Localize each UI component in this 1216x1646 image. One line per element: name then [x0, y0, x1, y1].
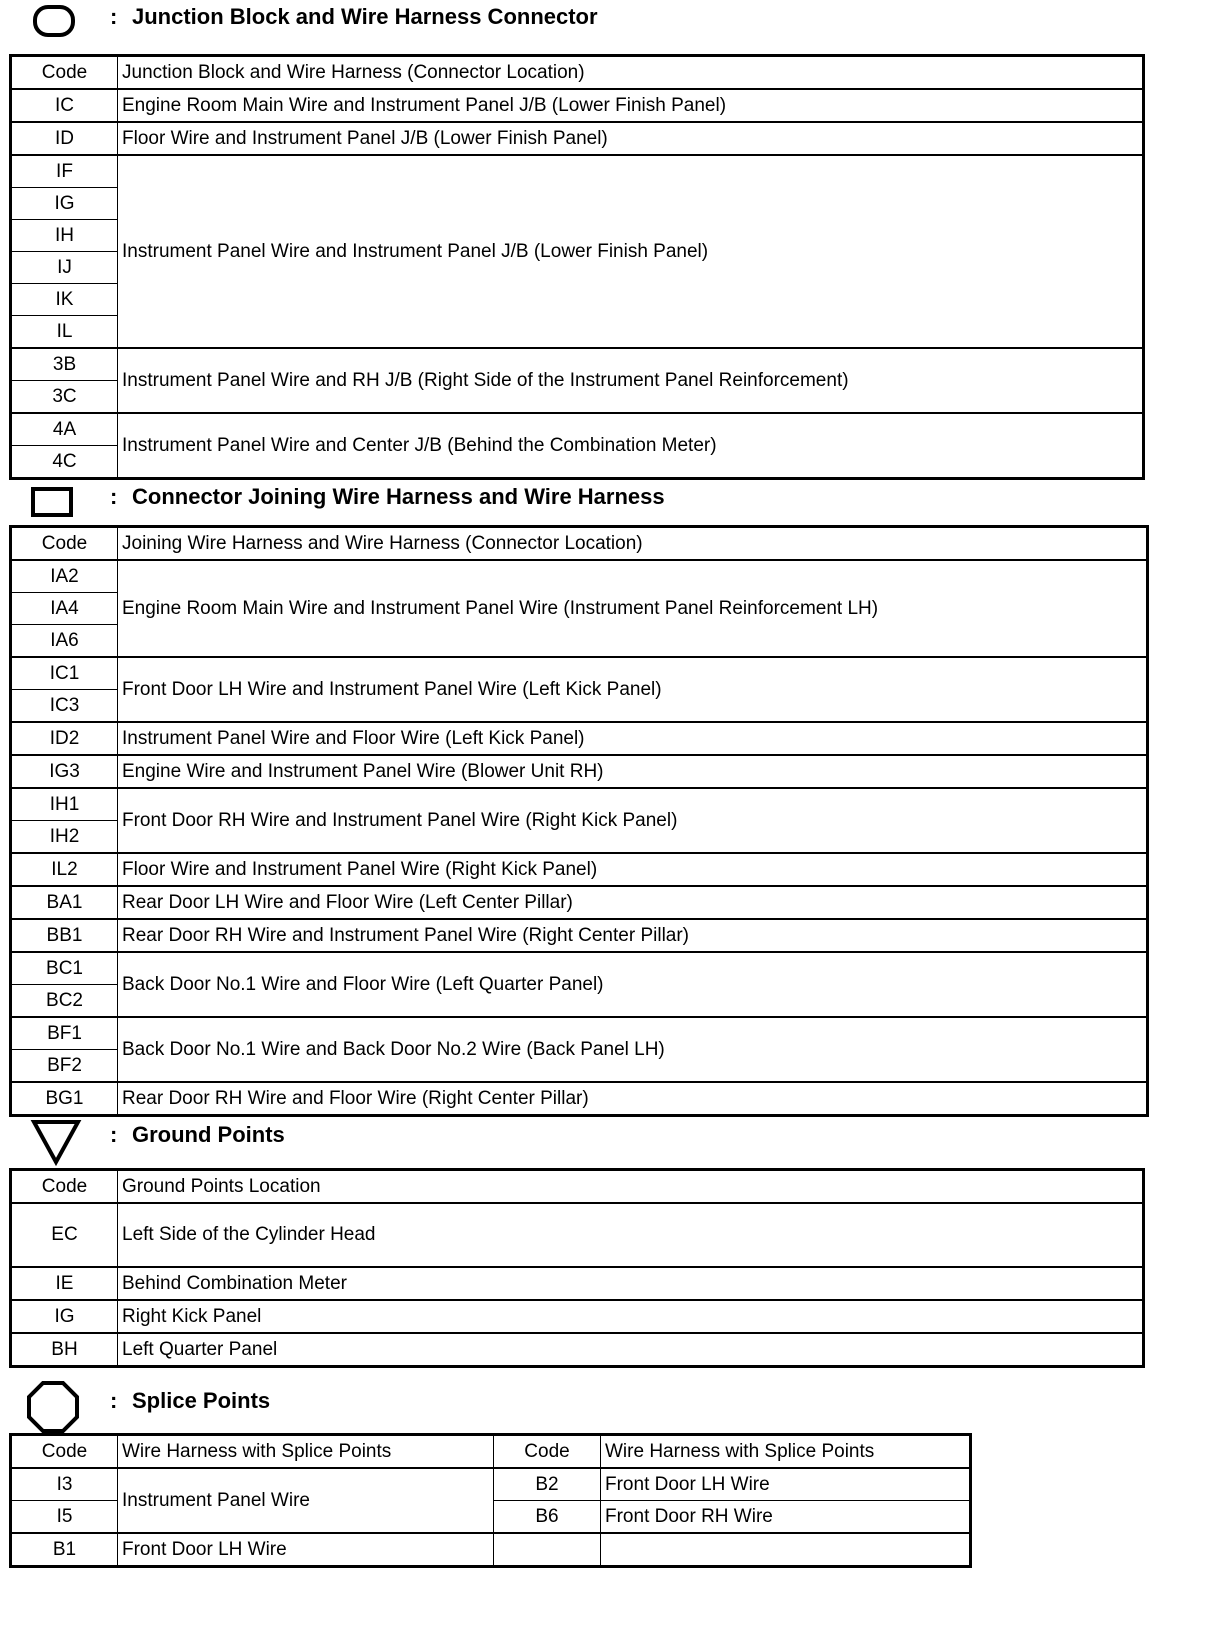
desc-cell: Rear Door LH Wire and Floor Wire (Left Center Pillar)	[118, 886, 1148, 919]
code-cell: IC	[11, 89, 118, 122]
code-cell: IC1	[11, 657, 118, 690]
header-desc: Junction Block and Wire Harness (Connector Location)	[118, 56, 1144, 90]
code-cell: BF1	[11, 1017, 118, 1050]
table-row	[11, 1300, 1144, 1333]
code-cell: ID2	[11, 722, 118, 755]
desc-cell	[601, 1533, 971, 1567]
code-cell: IA2	[11, 560, 118, 593]
desc-cell: Back Door No.1 Wire and Floor Wire (Left Quarter Panel)	[118, 952, 1148, 1017]
desc-cell: Right Kick Panel	[118, 1300, 1144, 1333]
desc-cell: Instrument Panel Wire and Floor Wire (Left Kick Panel)	[118, 722, 1148, 755]
desc-cell: Front Door LH Wire	[118, 1533, 494, 1567]
desc-cell: Rear Door RH Wire and Instrument Panel Wire (Right Center Pillar)	[118, 919, 1148, 952]
desc-cell: Back Door No.1 Wire and Back Door No.2 Wire (Back Panel LH)	[118, 1017, 1148, 1082]
code-cell: ID	[11, 122, 118, 155]
triangle-icon	[30, 1118, 82, 1166]
code-cell: 3B	[11, 348, 118, 381]
header-desc: Wire Harness with Splice Points	[118, 1435, 494, 1469]
desc-cell: Engine Room Main Wire and Instrument Panel J/B (Lower Finish Panel)	[118, 89, 1144, 122]
table-row	[11, 755, 1148, 788]
code-cell: B2	[494, 1468, 601, 1501]
splice-section-header	[0, 1384, 1216, 1424]
header-desc: Ground Points Location	[118, 1170, 1144, 1204]
code-cell: B6	[494, 1501, 601, 1534]
code-cell: BA1	[11, 886, 118, 919]
code-cell: BC2	[11, 985, 118, 1018]
code-cell: I3	[11, 1468, 118, 1501]
ground-section-header	[0, 1118, 1216, 1158]
table-row	[11, 1203, 1144, 1267]
table-row	[11, 1333, 1144, 1367]
table-row	[11, 348, 1144, 381]
table-row	[11, 1082, 1148, 1116]
code-cell: 3C	[11, 381, 118, 414]
table-row	[11, 657, 1148, 690]
code-cell: IF	[11, 155, 118, 188]
table-row	[11, 1533, 971, 1567]
table-row	[11, 122, 1144, 155]
desc-cell: Instrument Panel Wire	[118, 1468, 494, 1533]
code-cell: I5	[11, 1501, 118, 1534]
desc-cell: Engine Room Main Wire and Instrument Panel Wire (Instrument Panel Reinforcement LH)	[118, 560, 1148, 657]
header-code: Code	[11, 1170, 118, 1204]
code-cell: B1	[11, 1533, 118, 1567]
desc-cell: Front Door LH Wire	[601, 1468, 971, 1501]
code-cell: IJ	[11, 252, 118, 284]
table-row	[11, 919, 1148, 952]
octagon-icon	[26, 1380, 80, 1434]
section-title: Ground Points	[132, 1122, 285, 1147]
table-row	[11, 722, 1148, 755]
code-cell: IC3	[11, 690, 118, 723]
code-cell: BH	[11, 1333, 118, 1367]
table-row	[11, 853, 1148, 886]
section-title: Splice Points	[132, 1388, 271, 1413]
header-desc: Joining Wire Harness and Wire Harness (Connector Location)	[118, 527, 1148, 561]
code-cell: IG3	[11, 755, 118, 788]
header-code: Code	[11, 1435, 118, 1469]
code-cell: BC1	[11, 952, 118, 985]
desc-cell: Left Quarter Panel	[118, 1333, 1144, 1367]
code-cell: IH	[11, 220, 118, 252]
table-row	[11, 1017, 1148, 1050]
desc-cell: Behind Combination Meter	[118, 1267, 1144, 1300]
table-header-row	[11, 1435, 971, 1469]
desc-cell: Floor Wire and Instrument Panel J/B (Lower Finish Panel)	[118, 122, 1144, 155]
code-cell: IH1	[11, 788, 118, 821]
code-cell: IA6	[11, 625, 118, 658]
code-cell: IL	[11, 316, 118, 349]
code-cell: IA4	[11, 593, 118, 625]
code-cell: 4A	[11, 413, 118, 446]
code-cell: IK	[11, 284, 118, 316]
table-header-row	[11, 1170, 1144, 1204]
colon: :	[110, 4, 118, 29]
table-header-row	[11, 527, 1148, 561]
desc-cell: Front Door RH Wire and Instrument Panel Wire (Right Kick Panel)	[118, 788, 1148, 853]
table-row	[11, 155, 1144, 188]
code-cell: IG	[11, 1300, 118, 1333]
desc-cell: Rear Door RH Wire and Floor Wire (Right Center Pillar)	[118, 1082, 1148, 1116]
ground-table	[9, 1168, 1145, 1368]
table-row	[11, 560, 1148, 593]
table-row	[11, 1468, 971, 1501]
code-cell: EC	[11, 1203, 118, 1267]
code-cell: BG1	[11, 1082, 118, 1116]
connector-section-header	[0, 480, 1216, 520]
junction-table	[9, 54, 1145, 480]
header-code-2: Code	[494, 1435, 601, 1469]
table-header-row	[11, 56, 1144, 90]
desc-cell: Instrument Panel Wire and Instrument Panel J/B (Lower Finish Panel)	[118, 155, 1144, 348]
colon: :	[110, 484, 118, 509]
connector-table	[9, 525, 1149, 1117]
table-row	[11, 413, 1144, 446]
junction-section-header	[0, 0, 1216, 40]
header-desc-2: Wire Harness with Splice Points	[601, 1435, 971, 1469]
code-cell: IH2	[11, 821, 118, 854]
header-code: Code	[11, 56, 118, 90]
desc-cell: Front Door LH Wire and Instrument Panel Wire (Left Kick Panel)	[118, 657, 1148, 722]
table-row	[11, 89, 1144, 122]
table-row	[11, 788, 1148, 821]
table-row	[11, 1267, 1144, 1300]
desc-cell: Left Side of the Cylinder Head	[118, 1203, 1144, 1267]
desc-cell: Engine Wire and Instrument Panel Wire (Blower Unit RH)	[118, 755, 1148, 788]
desc-cell: Instrument Panel Wire and RH J/B (Right Side of the Instrument Panel Reinforcement)	[118, 348, 1144, 413]
code-cell: IE	[11, 1267, 118, 1300]
section-title: Connector Joining Wire Harness and Wire Harness	[132, 484, 665, 509]
rounded-rect-icon	[32, 4, 76, 38]
table-row	[11, 886, 1148, 919]
header-code: Code	[11, 527, 118, 561]
colon: :	[110, 1388, 118, 1413]
code-cell	[494, 1533, 601, 1567]
code-cell: BB1	[11, 919, 118, 952]
code-cell: 4C	[11, 446, 118, 479]
section-title: Junction Block and Wire Harness Connector	[132, 4, 598, 29]
desc-cell: Instrument Panel Wire and Center J/B (Behind the Combination Meter)	[118, 413, 1144, 479]
splice-table	[9, 1433, 972, 1568]
desc-cell: Floor Wire and Instrument Panel Wire (Right Kick Panel)	[118, 853, 1148, 886]
code-cell: BF2	[11, 1050, 118, 1083]
colon: :	[110, 1122, 118, 1147]
desc-cell: Front Door RH Wire	[601, 1501, 971, 1534]
table-row	[11, 952, 1148, 985]
rectangle-icon	[30, 486, 74, 520]
code-cell: IG	[11, 188, 118, 220]
code-cell: IL2	[11, 853, 118, 886]
